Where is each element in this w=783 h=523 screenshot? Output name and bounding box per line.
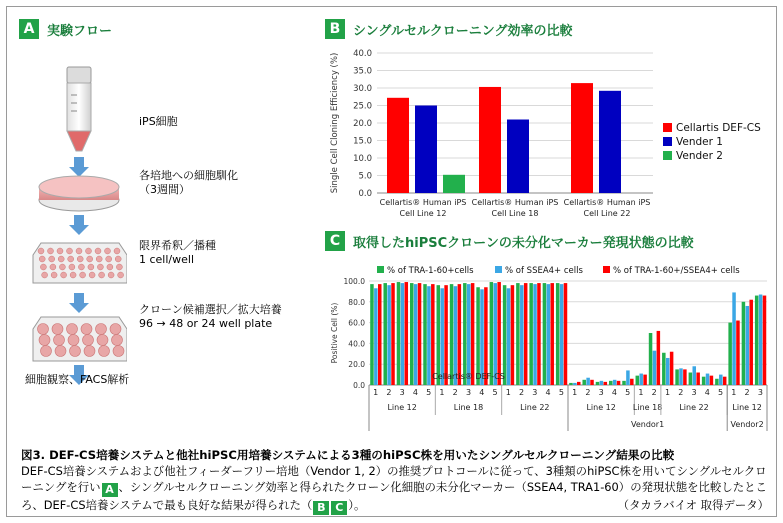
- well: [70, 272, 76, 278]
- well: [89, 272, 95, 278]
- bar: [479, 87, 501, 193]
- bar: [497, 282, 501, 385]
- well: [88, 264, 94, 270]
- x-tick-label: Cellartis® Human iPS: [563, 198, 651, 207]
- bar: [415, 106, 437, 194]
- bar: [683, 369, 687, 385]
- bar: [666, 358, 670, 385]
- bar: [596, 382, 600, 385]
- bar: [556, 283, 560, 385]
- well: [41, 346, 52, 357]
- clone-tick-label: 3: [691, 388, 697, 397]
- bar: [387, 98, 409, 193]
- well: [38, 248, 44, 254]
- legend-swatch: [603, 266, 610, 273]
- system-label: Cellartis® DEF-CS: [432, 372, 505, 381]
- bar: [736, 321, 740, 385]
- bar: [662, 353, 666, 385]
- bar: [639, 374, 643, 385]
- bar: [696, 373, 700, 385]
- well: [96, 324, 107, 335]
- well: [48, 248, 54, 254]
- bar: [454, 286, 458, 385]
- y-axis-title: Single Cell Cloning Efficiency (%): [330, 52, 340, 194]
- legend-label: Cellartis DEF-CS: [676, 122, 761, 134]
- bar: [630, 379, 634, 385]
- well: [113, 346, 124, 357]
- bar: [723, 377, 727, 385]
- clone-tick-label: 1: [373, 388, 379, 397]
- clone-tick-label: 1: [638, 388, 644, 397]
- legend-label: Vender 1: [676, 136, 723, 148]
- line-label: Line 22: [679, 403, 709, 412]
- y-axis-title: Positive Cell (%): [330, 302, 339, 364]
- well: [39, 335, 50, 346]
- panel-c-title: 取得したhiPSCクローンの未分化マーカー発現状態の比較: [353, 235, 694, 251]
- bar: [550, 283, 554, 385]
- well: [105, 248, 111, 254]
- bar: [463, 283, 467, 385]
- bar: [476, 287, 480, 385]
- bar: [471, 283, 475, 385]
- bar: [484, 287, 488, 385]
- clone-tick-label: 2: [585, 388, 591, 397]
- well: [115, 256, 121, 262]
- bar: [391, 283, 395, 385]
- clone-tick-label: 2: [744, 388, 750, 397]
- bar: [653, 351, 657, 385]
- legend-swatch: [495, 266, 502, 273]
- clone-tick-label: 3: [598, 388, 604, 397]
- well: [112, 335, 123, 346]
- x-tick-label: Cell Line 12: [399, 209, 447, 218]
- bar: [410, 283, 414, 385]
- bar: [387, 285, 391, 385]
- panel-c-badge: C: [325, 231, 345, 251]
- well: [55, 346, 66, 357]
- step-2-sub: （3週間）: [139, 183, 190, 196]
- bar: [763, 296, 767, 385]
- bar: [675, 369, 679, 385]
- caption-body: [21, 463, 769, 515]
- well: [52, 324, 63, 335]
- bar: [590, 380, 594, 385]
- bar: [374, 288, 378, 385]
- final-step-label: 細胞観察、FACS解析: [25, 373, 130, 386]
- bar: [537, 283, 541, 385]
- bar: [742, 302, 746, 385]
- bar: [547, 284, 551, 385]
- clone-tick-label: 1: [572, 388, 578, 397]
- clone-tick-label: 4: [545, 388, 551, 397]
- line-label: Line 22: [520, 403, 550, 412]
- step-4-label: クローン候補選択／拡大培養: [139, 303, 282, 316]
- system-label: Vendor1: [630, 420, 665, 429]
- bar: [571, 83, 593, 193]
- panel-a-badge: A: [19, 19, 39, 39]
- x-tick-label: Cellartis® Human iPS: [379, 198, 467, 207]
- caption-text-2: 、シングルセルクローニング効率と得られたクローン化細胞の未分化マーカー（SSEA4, TRA1-60）の発現状態を比較したところ、DEF-CS培養システムで最も良好な結果が得られた（: [21, 480, 767, 512]
- x-tick-label: Cell Line 22: [583, 209, 631, 218]
- y-tick-label: 30.0: [353, 84, 372, 94]
- system-label: Vendor2: [730, 420, 764, 429]
- well: [76, 248, 82, 254]
- y-tick-label: 15.0: [353, 136, 372, 147]
- y-tick-label: 60.0: [348, 318, 365, 328]
- bar: [679, 368, 683, 385]
- well: [42, 272, 48, 278]
- bar: [599, 91, 621, 193]
- bar: [467, 284, 471, 385]
- clone-tick-label: 1: [664, 388, 671, 397]
- well: [110, 324, 121, 335]
- legend-swatch: [663, 151, 672, 160]
- bar: [401, 283, 405, 385]
- y-tick-label: 5.0: [358, 171, 372, 182]
- well: [39, 256, 45, 262]
- well-plate-96-icon: [33, 243, 127, 283]
- clone-tick-label: 4: [704, 388, 710, 397]
- bar: [586, 378, 590, 385]
- step-4-sub: 96 → 48 or 24 well plate: [139, 317, 273, 330]
- bar: [516, 283, 520, 385]
- well: [58, 256, 64, 262]
- bar: [622, 381, 626, 385]
- well: [38, 324, 49, 335]
- bar: [600, 381, 604, 385]
- well: [51, 272, 57, 278]
- bar: [719, 375, 723, 385]
- well: [116, 264, 122, 270]
- bar: [503, 285, 507, 385]
- panel-a-title: 実験フロー: [47, 23, 113, 39]
- y-tick-label: 80.0: [348, 297, 365, 307]
- clone-tick-label: 3: [399, 388, 405, 397]
- legend-swatch: [663, 123, 672, 132]
- clone-tick-label: 3: [532, 388, 538, 397]
- bar: [543, 283, 547, 385]
- line-label: Line 12: [387, 403, 417, 412]
- caption-title: 図3. DEF-CS培養システムと他社hiPSC用培養システムによる3種のhiPSC株を用いたシングルセルクローニング結果の比較: [21, 448, 675, 462]
- bar: [443, 175, 465, 193]
- caption-ref-a: A: [102, 483, 118, 497]
- bar: [693, 366, 697, 385]
- well: [97, 335, 108, 346]
- caption-ref-c: C: [331, 501, 347, 515]
- bar: [702, 377, 706, 385]
- bar: [749, 300, 753, 385]
- legend-label: % of TRA-1-60+cells: [387, 266, 474, 276]
- step-3-sub: 1 cell/well: [139, 253, 195, 266]
- cloning-efficiency-chart: [319, 47, 769, 237]
- line-label: Line 12: [586, 403, 616, 412]
- legend-swatch: [377, 266, 384, 273]
- down-arrow-icon: [69, 157, 89, 177]
- y-tick-label: 100.0: [343, 277, 365, 286]
- caption-credit: （タカラバイオ 取得データ）: [617, 498, 769, 512]
- step-2-label: 各培地への細胞馴化: [139, 169, 238, 182]
- bar: [706, 374, 710, 385]
- bar: [604, 382, 608, 385]
- bar: [746, 306, 750, 385]
- bar: [529, 283, 533, 385]
- bar: [405, 282, 409, 385]
- bar: [520, 285, 524, 385]
- bar: [657, 331, 661, 385]
- y-tick-label: 35.0: [353, 66, 372, 77]
- culture-dish-icon: [39, 176, 119, 211]
- bar: [613, 380, 617, 385]
- clone-tick-label: 2: [519, 388, 525, 397]
- bar: [524, 283, 528, 385]
- well: [61, 272, 67, 278]
- x-tick-label: Cellartis® Human iPS: [471, 198, 559, 207]
- y-tick-label: 20.0: [348, 360, 365, 370]
- bar: [437, 285, 441, 385]
- panel-b-badge: B: [325, 19, 345, 39]
- clone-tick-label: 5: [558, 388, 564, 397]
- tube-icon: [67, 67, 91, 151]
- bar: [710, 376, 714, 385]
- legend-label: Vender 2: [676, 150, 723, 162]
- bar: [609, 381, 613, 385]
- bar: [440, 288, 444, 385]
- well: [99, 272, 105, 278]
- clone-tick-label: 2: [678, 388, 684, 397]
- clone-tick-label: 5: [492, 388, 498, 397]
- bar: [378, 284, 382, 385]
- well: [50, 264, 56, 270]
- bar: [715, 379, 719, 385]
- panel-a-header: [19, 19, 112, 39]
- step-1-label: iPS細胞: [139, 115, 178, 128]
- bar: [626, 370, 630, 385]
- legend-swatch: [663, 137, 672, 146]
- bar: [427, 286, 431, 385]
- well: [87, 256, 93, 262]
- panel-b-title: シングルセルクローニング効率の比較: [353, 23, 573, 39]
- y-tick-label: 0.0: [353, 381, 365, 390]
- legend-label: % of SSEA4+ cells: [505, 266, 583, 276]
- bar: [511, 285, 515, 385]
- panel-c-header: [325, 231, 694, 251]
- legend-label: % of TRA-1-60+/SSEA4+ cells: [613, 266, 740, 276]
- well: [107, 264, 113, 270]
- well: [67, 248, 73, 254]
- flow-illustration: [25, 65, 130, 405]
- step-3-label: 限界希釈／播種: [139, 239, 216, 252]
- clone-tick-label: 5: [426, 388, 432, 397]
- bar: [617, 381, 621, 385]
- well: [86, 248, 92, 254]
- line-label: Line 18: [453, 403, 484, 412]
- well: [81, 324, 92, 335]
- well: [68, 335, 79, 346]
- y-tick-label: 0.0: [358, 189, 372, 199]
- well: [96, 256, 102, 262]
- panel-b-header: [325, 19, 573, 39]
- down-arrow-icon: [69, 215, 89, 235]
- well: [54, 335, 65, 346]
- bar: [444, 285, 448, 385]
- clone-tick-label: 3: [757, 388, 763, 397]
- y-tick-label: 25.0: [353, 101, 372, 112]
- bar: [431, 284, 435, 385]
- clone-tick-label: 1: [731, 388, 737, 397]
- well: [118, 272, 124, 278]
- clone-tick-label: 4: [412, 388, 418, 397]
- clone-tick-label: 2: [651, 388, 657, 397]
- line-label: Line 12: [732, 403, 762, 412]
- well: [114, 248, 120, 254]
- clone-tick-label: 4: [479, 388, 485, 397]
- bar: [689, 373, 693, 385]
- well: [84, 346, 95, 357]
- well-plate-24-icon: [33, 317, 127, 361]
- well: [70, 346, 81, 357]
- down-arrow-icon: [69, 293, 89, 313]
- well: [68, 256, 74, 262]
- y-tick-label: 20.0: [353, 119, 372, 129]
- bar: [569, 383, 573, 385]
- figure-frame: [6, 6, 777, 517]
- bar: [670, 352, 674, 385]
- clone-tick-label: 3: [465, 388, 472, 397]
- bar: [480, 289, 484, 385]
- bar: [643, 375, 647, 385]
- y-tick-label: 10.0: [353, 154, 372, 164]
- caption-ref-b: B: [313, 501, 329, 515]
- clone-tick-label: 5: [718, 388, 724, 397]
- caption-text-3: ）。: [348, 498, 366, 512]
- bar: [728, 323, 732, 385]
- bar: [383, 283, 387, 385]
- well: [77, 256, 83, 262]
- bar: [507, 120, 529, 194]
- bar: [450, 284, 454, 385]
- bar: [533, 284, 537, 385]
- figure-caption: [21, 447, 769, 515]
- well: [57, 248, 63, 254]
- bar: [755, 296, 759, 385]
- y-tick-label: 40.0: [348, 339, 365, 349]
- bar: [732, 292, 736, 385]
- bar: [649, 333, 653, 385]
- clone-tick-label: 5: [625, 388, 631, 397]
- y-tick-label: 40.0: [353, 49, 372, 59]
- bar: [636, 376, 640, 385]
- clone-tick-label: 4: [611, 388, 617, 397]
- well: [49, 256, 55, 262]
- bar: [397, 282, 401, 385]
- well: [108, 272, 114, 278]
- well: [69, 264, 75, 270]
- bar: [577, 382, 581, 385]
- well: [59, 264, 65, 270]
- bar: [370, 284, 374, 385]
- clone-tick-label: 1: [505, 388, 511, 397]
- bar: [418, 283, 422, 385]
- bar: [573, 383, 577, 385]
- clone-tick-label: 1: [439, 388, 445, 397]
- bar: [582, 380, 586, 385]
- bar: [423, 284, 427, 385]
- x-tick-label: Cell Line 18: [491, 209, 539, 218]
- well: [97, 264, 103, 270]
- marker-expression-chart: [325, 253, 773, 439]
- bar: [564, 283, 568, 385]
- line-label: Line 18: [632, 403, 663, 412]
- bar: [759, 295, 763, 385]
- bar: [494, 283, 498, 385]
- caption-text-1: DEF-CS培養システムおよび他社フィーダーフリー培地（Vendor 1, 2）の推奨プロトコールに従って、3種類のhiPSC株を用いてシングルセルクローニングを行い: [21, 464, 767, 494]
- bar: [458, 284, 462, 385]
- well: [40, 264, 46, 270]
- well: [78, 264, 84, 270]
- clone-tick-label: 2: [386, 388, 392, 397]
- bar: [490, 282, 494, 385]
- well: [83, 335, 94, 346]
- well: [80, 272, 86, 278]
- bar: [560, 284, 564, 385]
- bar: [414, 284, 418, 385]
- well: [106, 256, 112, 262]
- bar: [507, 288, 511, 385]
- well: [99, 346, 110, 357]
- clone-tick-label: 2: [452, 388, 458, 397]
- well: [95, 248, 101, 254]
- well: [67, 324, 78, 335]
